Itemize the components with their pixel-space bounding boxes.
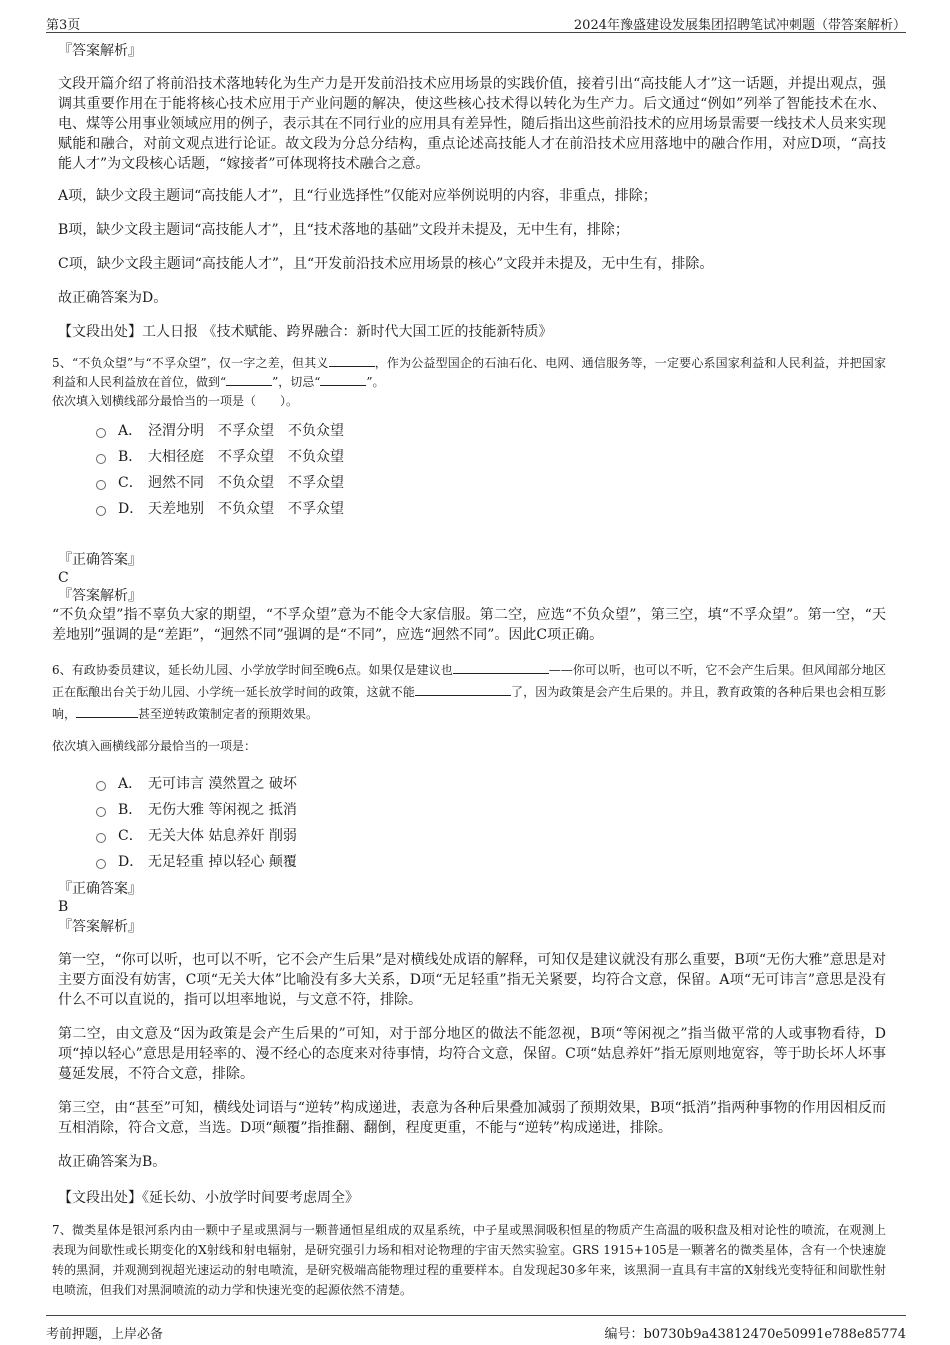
q4-conclusion: 故正确答案为D。 [58, 290, 168, 306]
page-footer [0, 1315, 950, 1345]
q5-option-a[interactable]: A． 泾渭分明 不孚众望 不负众望 [96, 417, 886, 443]
q5-instruction: 依次填入划横线部分最恰当的一项是（ ）。 [52, 394, 299, 408]
q5-analysis-label: 『答案解析』 [58, 588, 142, 604]
q6-blank-3 [76, 705, 138, 718]
q5-options [96, 417, 886, 521]
q4-source: 【文段出处】工人日报 《技术赋能、跨界融合：新时代大国工匠的技能新特质》 [58, 324, 553, 340]
document-code: 编号：b0730b9a43812470e50991e788e85774 [604, 1327, 906, 1342]
footer-slogan: 考前押题，上岸必备 [46, 1327, 164, 1342]
page-number: 第3页 [46, 18, 81, 33]
q6-analysis-para-2: 第二空，由文意及“因为政策是会产生后果的”可知，对于部分地区的做法不能忽视，B项“等闲视之”指当做平常的人或事物看待，D项“掉以轻心”意思是用轻率的、漫不经心的态度来对待事情，均符合文意，保留。C项“姑息养奸”指无原则地宽容，等于助长坏人坏事蔓延发展，不符合文意，排除。 [58, 1026, 886, 1082]
q6-analysis-para-1: 第一空，“你可以听，也可以不听，它不会产生后果”是对横线处成语的解释，可知仅是建议就没有那么重要，B项“无伤大雅”意思是对主要方面没有妨害，C项“无关大体”比喻没有多大关系，D项“无足轻重”指无关紧要，均符合文意，保留。A项“无可讳言”意思是没有什么不可以直说的，指可以坦率地说，与文意不符，排除。 [58, 952, 886, 1008]
q6-stem: 6、有政协委员建议，延长幼儿园、小学放学时间至晚6点。如果仅是建议也 ——你可以听，也可以不听，它不会产生后果。但风闻部分地区正在酝酿出台关于幼儿园、小学统一延长放学时间的政策，这就不能 了，因为政策是会产生后果的。并且，教育政策的各种后果也会相互影响， 甚至逆转政策制定者的预期效果。 [52, 663, 886, 721]
q5-blank-1 [329, 354, 375, 367]
q5-blank-3 [320, 373, 366, 386]
q5-analysis: “不负众望”指不辜负大家的期望，“不孚众望”意为不能令大家信服。第二空，应选“不负众望”，第三空，填“不孚众望”。第一空，“天差地别”强调的是“差距”，“迥然不同”强调的是“不同”，应选“迥然不同”。因此C项正确。 [52, 607, 886, 643]
q4-analysis-paragraph: 文段开篇介绍了将前沿技术落地转化为生产力是开发前沿技术应用场景的实践价值，接着引出“高技能人才”这一话题，并提出观点，强调其重要作用在于能将核心技术应用于产业问题的解决，使这些核心技术得以转化为生产力。后文通过“例如”列举了智能技术在水、电、煤等公用事业领域应用的例子，表示其在不同行业的应用具有差异性，随后指出这些前沿技术的应用场景需要一线技术人员来实现赋能和融合，对前文观点进行论证。故文段为分总分结构，重点论述高技能人才在前沿技术应用落地中的融合作用，对应D项，“高技能人才”为文段核心话题，“嫁接者”可体现将技术融合之意。 [58, 76, 886, 172]
q5-answer: C [58, 570, 69, 586]
q5-stem: 5、“不负众望”与“不孚众望”，仅一字之差，但其义 ，作为公益型国企的石油石化、电网、通信服务等，一定要心系国家利益和人民利益，并把国家利益和人民利益放在首位，做到“ ”，切忌“ ”。 [52, 356, 886, 389]
q6-option-d[interactable]: D． 无足轻重 掉以轻心 颠覆 [96, 848, 886, 874]
q6-instruction: 依次填入画横线部分最恰当的一项是： [52, 739, 257, 753]
q6-option-c[interactable]: C． 无关大体 姑息养奸 削弱 [96, 822, 886, 848]
q4-option-c-analysis: C项，缺少文段主题词“高技能人才”，且“开发前沿技术应用场景的核心”文段并未提及，无中生有，排除。 [58, 256, 714, 272]
q4-analysis-label: 『答案解析』 [58, 43, 142, 59]
radio-icon[interactable] [96, 428, 106, 438]
header-rule [46, 32, 906, 33]
q6-source: 【文段出处】《延长幼、小放学时间要考虑周全》 [58, 1190, 359, 1206]
radio-icon[interactable] [96, 859, 106, 869]
q6-conclusion: 故正确答案为B。 [58, 1154, 167, 1170]
q6-blank-1 [453, 661, 549, 674]
document-title: 2024年豫盛建设发展集团招聘笔试冲刺题（带答案解析） [573, 18, 906, 33]
radio-icon[interactable] [96, 781, 106, 791]
q4-option-a-analysis: A项，缺少文段主题词“高技能人才”，且“行业选择性”仅能对应举例说明的内容，非重点，排除； [58, 188, 657, 204]
radio-icon[interactable] [96, 454, 106, 464]
q5-option-d[interactable]: D． 天差地别 不负众望 不孚众望 [96, 495, 886, 521]
q4-option-b-analysis: B项，缺少文段主题词“高技能人才”，且“技术落地的基础”文段并未提及，无中生有，排除； [58, 222, 629, 238]
radio-icon[interactable] [96, 506, 106, 516]
q6-option-b[interactable]: B． 无伤大雅 等闲视之 抵消 [96, 796, 886, 822]
q5-option-b[interactable]: B． 大相径庭 不孚众望 不负众望 [96, 443, 886, 469]
radio-icon[interactable] [96, 833, 106, 843]
q6-answer: B [58, 899, 69, 915]
document-body [52, 40, 886, 1300]
page-header [0, 0, 950, 34]
radio-icon[interactable] [96, 480, 106, 490]
radio-icon[interactable] [96, 807, 106, 817]
q6-analysis-label: 『答案解析』 [58, 919, 142, 935]
footer-rule [46, 1315, 906, 1316]
q6-option-a[interactable]: A． 无可讳言 漠然置之 破坏 [96, 770, 886, 796]
q5-option-c[interactable]: C． 迥然不同 不负众望 不孚众望 [96, 469, 886, 495]
q6-blank-2 [415, 683, 511, 696]
q5-answer-label: 『正确答案』 [58, 552, 142, 568]
q6-analysis-para-3: 第三空，由“甚至”可知，横线处词语与“逆转”构成递进，表意为各种后果叠加减弱了预期效果，B项“抵消”指两种事物的作用因相反而互相消除，符合文意，当选。D项“颠覆”指推翻、翻倒，程度更重，不能与“逆转”构成递进，排除。 [58, 1100, 886, 1136]
q6-answer-label: 『正确答案』 [58, 881, 142, 897]
q5-blank-2 [226, 373, 272, 386]
q6-options [96, 770, 886, 874]
q7-stem: 7、微类星体是银河系内由一颗中子星或黑洞与一颗普通恒星组成的双星系统，中子星或黑洞吸积恒星的物质产生高温的吸积盘及相对论性的喷流，在观测上表现为间歇性或长期变化的X射线和射电辐射，是研究强引力场和相对论物理的宇宙天然实验室。GRS 1915+105是一颗著名的微类星体，含有一个快速旋转的黑洞，并观测到视超光速运动的射电喷流，是研究极端高能物理过程的重要样本。自发现起30多年来，该黑洞一直具有丰富的X射线光变特征和间歇性射电喷流，但我们对黑洞喷流的动力学和快速光变的起源依然不清楚。 [52, 1223, 886, 1297]
